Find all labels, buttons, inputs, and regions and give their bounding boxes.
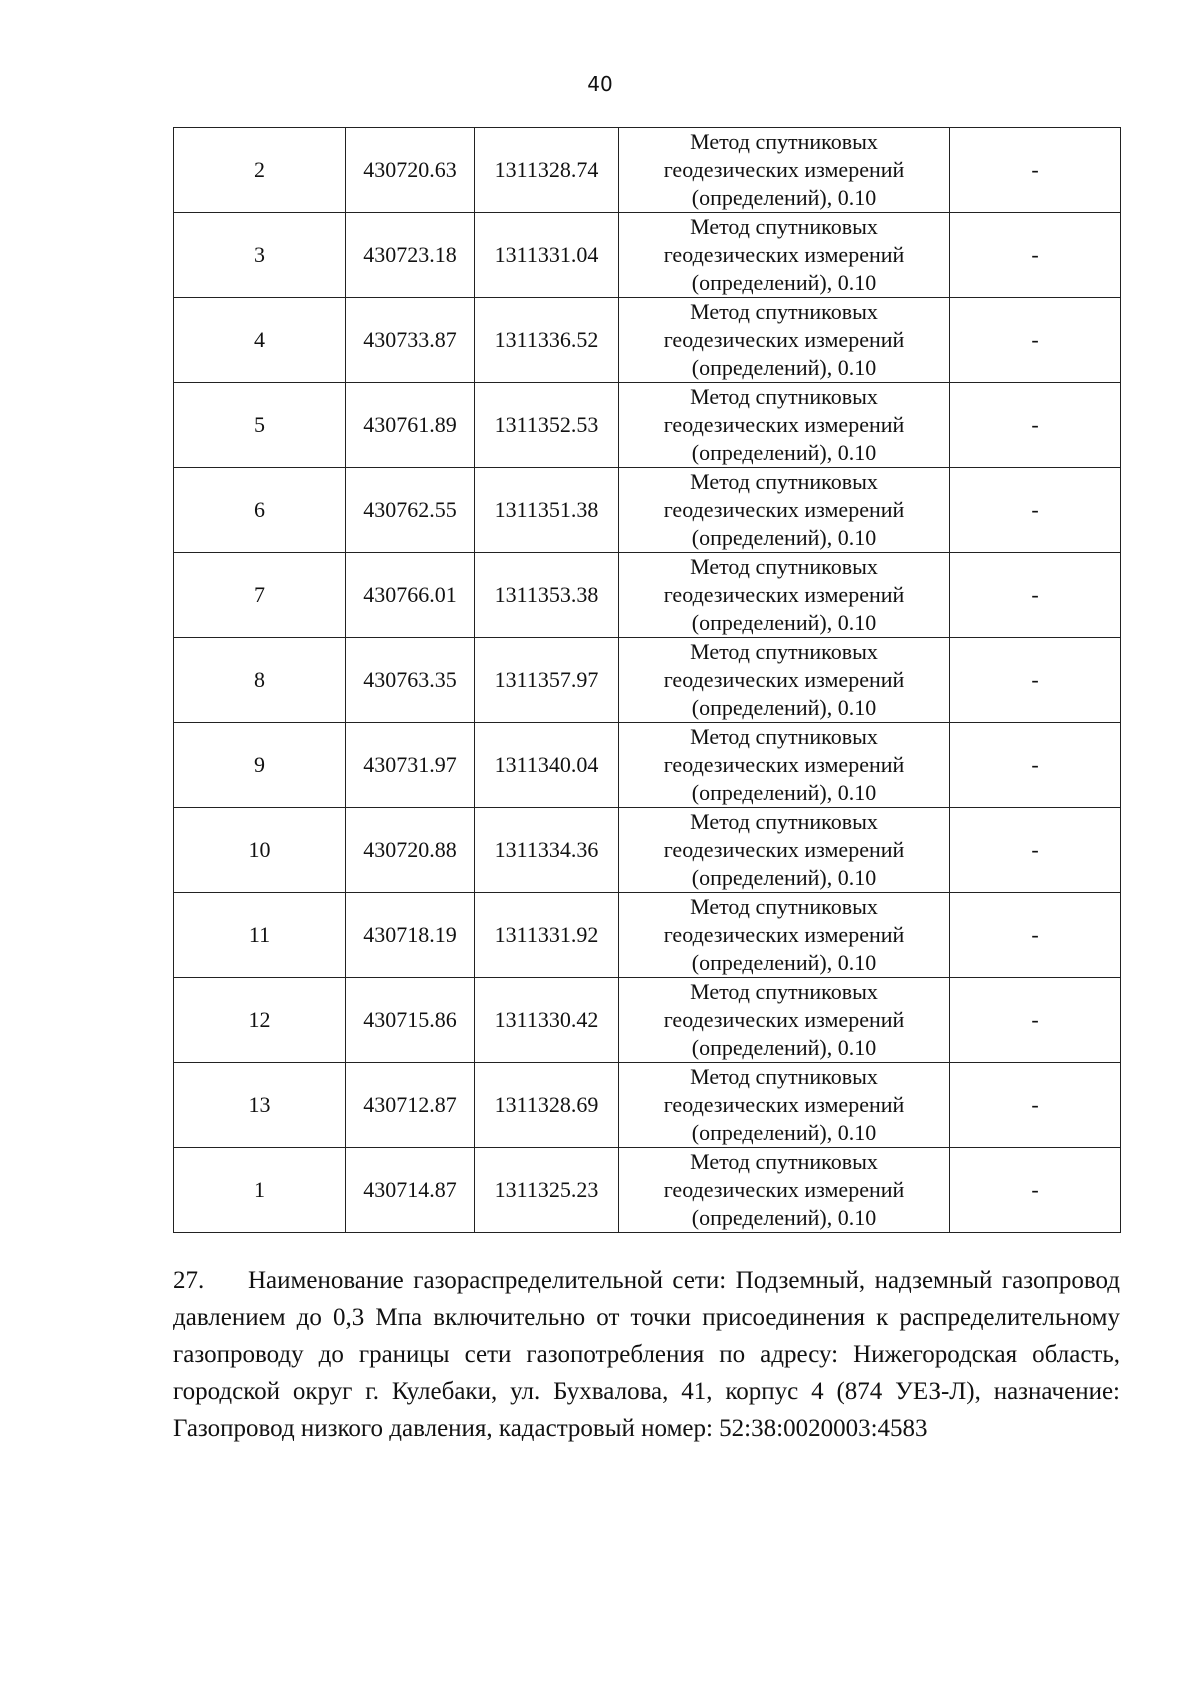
method-line: Метод спутниковых [690, 809, 878, 834]
y-coordinate-cell: 1311352.53 [475, 383, 619, 468]
method-line: Метод спутниковых [690, 129, 878, 154]
extra-cell: - [950, 978, 1121, 1063]
extra-cell: - [950, 128, 1121, 213]
method-line: Метод спутниковых [690, 214, 878, 239]
x-coordinate-cell: 430723.18 [346, 213, 475, 298]
method-cell [619, 298, 950, 383]
method-cell [619, 553, 950, 638]
method-line: (определений), 0.10 [691, 1205, 877, 1230]
y-coordinate-cell: 1311334.36 [475, 808, 619, 893]
y-coordinate-cell: 1311325.23 [475, 1148, 619, 1233]
method-line: Метод спутниковых [690, 299, 878, 324]
table-row [174, 383, 1121, 468]
method-line: геодезических измерений [663, 667, 905, 692]
table-row [174, 553, 1121, 638]
extra-cell: - [950, 1148, 1121, 1233]
y-coordinate-cell: 1311328.74 [475, 128, 619, 213]
method-cell [619, 638, 950, 723]
extra-cell: - [950, 553, 1121, 638]
method-line: (определений), 0.10 [691, 355, 877, 380]
method-line: геодезических измерений [663, 412, 905, 437]
method-line: геодезических измерений [663, 922, 905, 947]
method-line: (определений), 0.10 [691, 440, 877, 465]
method-line: Метод спутниковых [690, 554, 878, 579]
method-cell [619, 128, 950, 213]
extra-cell: - [950, 638, 1121, 723]
method-cell [619, 1063, 950, 1148]
x-coordinate-cell: 430733.87 [346, 298, 475, 383]
method-line: геодезических измерений [663, 1092, 905, 1117]
y-coordinate-cell: 1311351.38 [475, 468, 619, 553]
x-coordinate-cell: 430720.63 [346, 128, 475, 213]
extra-cell: - [950, 1063, 1121, 1148]
x-coordinate-cell: 430718.19 [346, 893, 475, 978]
extra-cell: - [950, 723, 1121, 808]
point-number-cell: 13 [174, 1063, 346, 1148]
method-cell [619, 213, 950, 298]
method-line: (определений), 0.10 [691, 780, 877, 805]
x-coordinate-cell: 430731.97 [346, 723, 475, 808]
table-row [174, 298, 1121, 383]
method-line: геодезических измерений [663, 1177, 905, 1202]
method-line: Метод спутниковых [690, 1064, 878, 1089]
page-number: 40 [587, 72, 613, 96]
method-cell [619, 723, 950, 808]
method-cell [619, 383, 950, 468]
point-number-cell: 2 [174, 128, 346, 213]
method-line: (определений), 0.10 [691, 270, 877, 295]
y-coordinate-cell: 1311357.97 [475, 638, 619, 723]
method-line: геодезических измерений [663, 837, 905, 862]
x-coordinate-cell: 430762.55 [346, 468, 475, 553]
table-row [174, 893, 1121, 978]
method-line: Метод спутниковых [690, 724, 878, 749]
x-coordinate-cell: 430720.88 [346, 808, 475, 893]
method-line: Метод спутниковых [690, 384, 878, 409]
method-line: (определений), 0.10 [691, 865, 877, 890]
extra-cell: - [950, 468, 1121, 553]
table-row [174, 808, 1121, 893]
point-number-cell: 1 [174, 1148, 346, 1233]
point-number-cell: 9 [174, 723, 346, 808]
method-line: Метод спутниковых [690, 1149, 878, 1174]
y-coordinate-cell: 1311340.04 [475, 723, 619, 808]
x-coordinate-cell: 430712.87 [346, 1063, 475, 1148]
method-line: геодезических измерений [663, 752, 905, 777]
table-row [174, 978, 1121, 1063]
table-row [174, 638, 1121, 723]
gas-network-description [173, 1262, 1120, 1447]
y-coordinate-cell: 1311330.42 [475, 978, 619, 1063]
method-line: геодезических измерений [663, 327, 905, 352]
method-line: Метод спутниковых [690, 979, 878, 1004]
method-line: (определений), 0.10 [691, 1120, 877, 1145]
x-coordinate-cell: 430715.86 [346, 978, 475, 1063]
extra-cell: - [950, 298, 1121, 383]
table-row [174, 1063, 1121, 1148]
item-number: 27. [173, 1267, 205, 1294]
method-line: (определений), 0.10 [691, 1035, 877, 1060]
point-number-cell: 12 [174, 978, 346, 1063]
method-line: (определений), 0.10 [691, 950, 877, 975]
x-coordinate-cell: 430766.01 [346, 553, 475, 638]
method-line: (определений), 0.10 [691, 185, 877, 210]
method-line: Метод спутниковых [690, 894, 878, 919]
method-line: геодезических измерений [663, 242, 905, 267]
extra-cell: - [950, 808, 1121, 893]
y-coordinate-cell: 1311328.69 [475, 1063, 619, 1148]
x-coordinate-cell: 430763.35 [346, 638, 475, 723]
extra-cell: - [950, 213, 1121, 298]
table-row [174, 723, 1121, 808]
point-number-cell: 11 [174, 893, 346, 978]
method-cell [619, 1148, 950, 1233]
y-coordinate-cell: 1311331.92 [475, 893, 619, 978]
method-line: Метод спутниковых [690, 639, 878, 664]
point-number-cell: 6 [174, 468, 346, 553]
point-number-cell: 10 [174, 808, 346, 893]
table-row [174, 213, 1121, 298]
method-line: Метод спутниковых [690, 469, 878, 494]
method-line: геодезических измерений [663, 1007, 905, 1032]
table-row [174, 1148, 1121, 1233]
point-number-cell: 8 [174, 638, 346, 723]
coordinates-table [173, 127, 1121, 1233]
method-line: геодезических измерений [663, 157, 905, 182]
x-coordinate-cell: 430714.87 [346, 1148, 475, 1233]
extra-cell: - [950, 893, 1121, 978]
method-line: геодезических измерений [663, 497, 905, 522]
method-cell [619, 978, 950, 1063]
y-coordinate-cell: 1311331.04 [475, 213, 619, 298]
method-line: (определений), 0.10 [691, 610, 877, 635]
point-number-cell: 4 [174, 298, 346, 383]
point-number-cell: 5 [174, 383, 346, 468]
table-row [174, 468, 1121, 553]
method-cell [619, 808, 950, 893]
item-text: Наименование газораспределительной сети: Подземный, надземный газопровод давлением до 0,3 Мпа включительно от точки присоединения к распределительному газопроводу до границы сети газопотребления по адресу: Нижегородская область, городской округ г. Кулебаки, ул. Бухвалова, 41, корпус 4 (874 УЕЗ-Л), назначение: Газопровод низкого давления, кадастровый номер: 52:38:0020003:4583 [173, 1267, 1120, 1442]
point-number-cell: 7 [174, 553, 346, 638]
method-cell [619, 468, 950, 553]
method-cell [619, 893, 950, 978]
y-coordinate-cell: 1311336.52 [475, 298, 619, 383]
extra-cell: - [950, 383, 1121, 468]
x-coordinate-cell: 430761.89 [346, 383, 475, 468]
point-number-cell: 3 [174, 213, 346, 298]
method-line: (определений), 0.10 [691, 525, 877, 550]
table-row [174, 128, 1121, 213]
y-coordinate-cell: 1311353.38 [475, 553, 619, 638]
method-line: геодезических измерений [663, 582, 905, 607]
method-line: (определений), 0.10 [691, 695, 877, 720]
